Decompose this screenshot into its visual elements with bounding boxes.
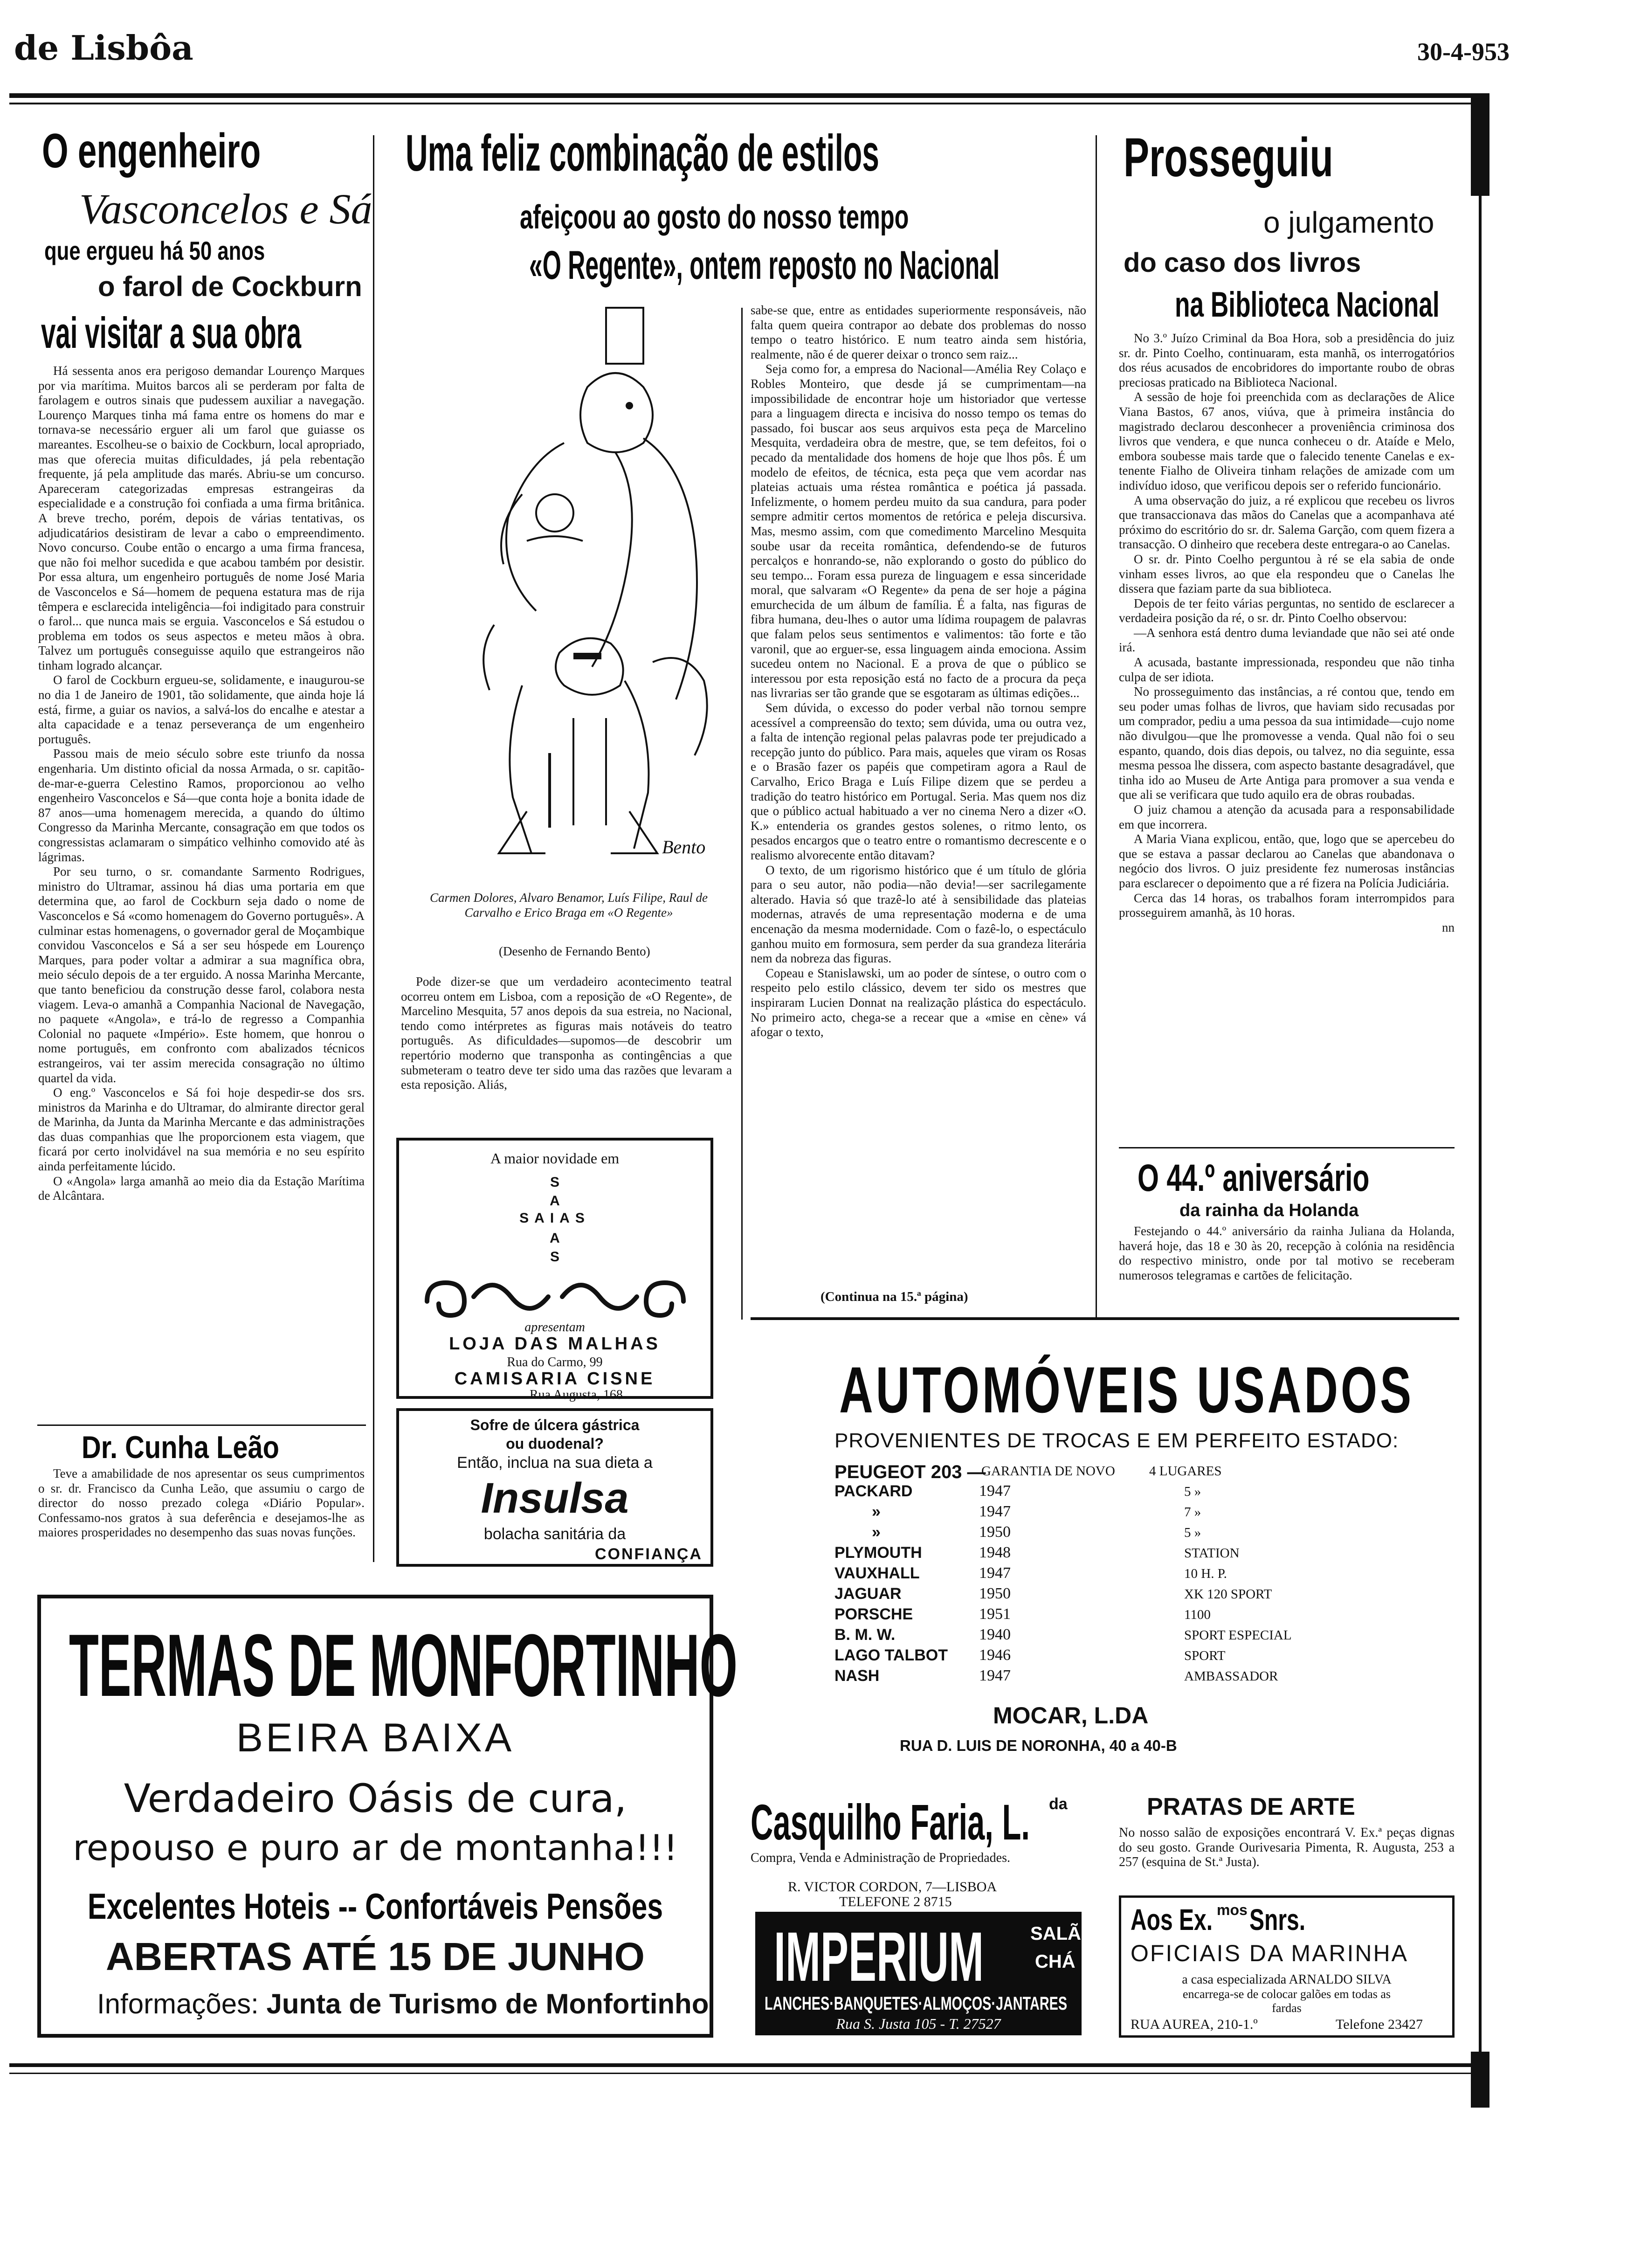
- autos-dealer: MOCAR, L.DA: [993, 1702, 1149, 1729]
- holanda-rule: [1119, 1147, 1455, 1148]
- illustration-signature: Bento: [662, 837, 706, 857]
- termas-line5: Informações: Junta de Turismo de Monfortinho: [97, 1988, 709, 2019]
- termas-line4: ABERTAS ATÉ 15 DE JUNHO: [106, 1935, 645, 1978]
- holanda-title2: da rainha da Holanda: [1179, 1201, 1359, 1220]
- art2-continued: (Continua na 15.ª página): [820, 1289, 968, 1304]
- ad-pratas: [1119, 1793, 1455, 1886]
- casquilho-name: Casquilho Faria, L.: [751, 1794, 1030, 1850]
- car-row: PLYMOUTH 1948 STATION: [834, 1544, 1240, 1562]
- ad-saias: [396, 1138, 713, 1402]
- casquilho-sup: da: [1049, 1795, 1068, 1813]
- autos-sub: PROVENIENTES DE TROCAS E EM PERFEITO ESTADO:: [834, 1429, 1399, 1452]
- ad-insulsa: [396, 1408, 713, 1567]
- insulsa-line2: ou duodenal?: [506, 1435, 604, 1452]
- imperium-side1: SALÃO: [1030, 1923, 1096, 1944]
- ad-termas: [37, 1595, 738, 2038]
- art1-body: Há sessenta anos era perigoso demandar Lourenço Marques por via marítima. Muitos barcos ali se perderam por falta de farolagem e outros sinais que pudessem auxiliar a navegação. Lourenço Marques tinha má fama entre os homens do mar e tornava-se necessário erguer ali um farol que guiasse os mareantes. Escolheu-se o baixio de Cockburn, local apropriado, mas que oferecia muitas dificuldades, já pela rebentação frequente, já pela amplitude das marés. Abriu-se um concurso. Apareceram categorizadas empresas estrangeiras da especialidade e a construção foi confiada a uma firma britânica. A breve trecho, porém, depois de várias tentativas, os adjudicatários desistiram de levar a cabo o empreendimento. Novo concurso. Coube então o encargo a uma firma francesa, que não foi melhor sucedida e que acabou também por desistir. Por essa altura, um engenheiro português de nome José Maria de Vasconcelos e Sá—homem de pequena estatura mas de rija têmpera e esclarecida inteligência—foi indigitado para construir o farol... que nunca mais se erguia. Vasconcelos e Sá estudou o problema em todos os seus aspectos e meteu mãos à obra. Talvez um português conseguisse aquilo que estrangeiros não tinham logrado alcançar. O farol de Cockburn ergueu-se, solidamente, e inaugurou-se no dia 1 de Janeiro de 1901, tão solidamente, que ainda hoje lá está, firme, a guiar os navios, a salvá-los do encalhe e atestar a alta capacidade e a tenaz perseverança de um engenheiro português. Passou mais de meio século sobre este triunfo da nossa engenharia. Um distinto oficial da nossa Armada, o sr. capitão-de-mar-e-guerra Celestino Ramos, proporcionou ao velho engenheiro Vasconcelos e Sá—que conta hoje a bonita idade de 87 anos—uma homenagem merecida, a quando do último Congresso da Marinha Mercante, consagração em que todos os congressistas aclamaram o simpático velhinho comovido até às lágrimas. Por seu turno, o sr. comandante Sarmento Rodrigues, ministro do Ultramar, assinou há dias uma portaria em que determina que, ao farol de Cockburn seja dado o nome de Vasconcelos e Sá «como homenagem do Governo português». A culminar estas homenagens, o governador geral de Moçambique convidou Vasconcelos e Sá a ser seu hóspede em Lourenço Marques, para poder voltar a admirar a sua magnífica obra, meio século depois de a ter erguido. A nossa Marinha Mercante, que tanto beneficiou da construção desse farol, colabora nesta viagem. Leva-o amanhã a Companhia Nacional de Navegação, no paquete «Angola», e trá-lo de regresso a Companhia Colonial no paquete «Império». Este homem, que honrou o nome português, em confronto com abalizados técnicos estrangeiros, vai ter assim merecida consagração no último quartel da vida. O eng.º Vasconcelos e Sá foi hoje despedir-se dos srs. ministros da Marinha e do Ultramar, do almirante director geral de Marinha, da Junta da Marinha Mercante e das administrações das duas companhias que lhe proporcionem esta viagem, que ficará por certo inolvidável na sua memória e no seu espírito ainda perfeitamente lúcido. O «Angola» larga amanhã ao meio dia da Estação Marítima de Alcântara.: [38, 364, 365, 1203]
- mid-rule: [751, 1317, 1459, 1320]
- art1-title1: O engenheiro: [42, 124, 261, 178]
- marinha-line2: OFICIAIS DA MARINHA: [1131, 1940, 1408, 1966]
- art3-title3: do caso dos livros: [1124, 248, 1361, 278]
- imperium-side2: CHÁ: [1035, 1951, 1076, 1972]
- car-row: NASH 1947 AMBASSADOR: [834, 1667, 1278, 1685]
- marinha-line1: Aos Ex.: [1131, 1903, 1213, 1936]
- art3-title1: Prosseguiu: [1124, 127, 1333, 188]
- insulsa-brand: Insulsa: [481, 1474, 629, 1522]
- autos-address: RUA D. LUIS DE NORONHA, 40 a 40-B: [900, 1737, 1177, 1754]
- marinha-sup: mos: [1217, 1902, 1248, 1918]
- marinha-addr: RUA AUREA, 210-1.º: [1131, 2017, 1258, 2032]
- art2-caption: Carmen Dolores, Alvaro Benamor, Luís Filipe, Raul de Carvalho e Erico Braga em «O Regente»: [430, 891, 708, 920]
- imperium-name: IMPERIUM: [774, 1917, 984, 1996]
- marinha-line3: a casa especializada ARNALDO SILVA: [1182, 1972, 1392, 1987]
- header-rule-thick: [9, 93, 1482, 98]
- saias-line1: A maior novidade em: [490, 1150, 620, 1167]
- casquilho-line3: TELEFONE 2 8715: [839, 1894, 952, 1909]
- termas-sub: BEIRA BAIXA: [236, 1715, 515, 1760]
- art3-body: No 3.º Juízo Criminal da Boa Hora, sob a presidência do juiz sr. dr. Pinto Coelho, continuaram, esta manhã, os interrogatórios dos réus acusados de encobridores do importante roubo de obras preciosas praticado na Biblioteca Nacional. A sessão de hoje foi preenchida com as declarações de Alice Viana Bastos, 67 anos, viúva, que à primeira instância do magistrado declarou desconhecer a proveniência criminosa dos livros que vendera, e que nunca conheceu o dr. Ataíde e Melo, embora soubesse mais tarde que o falecido tenente Canelas e ex-tenente Fialho de Oliveira tinham relações de amizade com um indivíduo idoso, que verificou depois ser o referido funcionário. A uma observação do juiz, a ré explicou que recebeu os livros que transaccionava das mãos do Canelas que a acompanhava até próximo do escritório do sr. dr. Salema Garção, com quem fizera a transacção. O dinheiro que recebera deste entregara-o ao Canelas. O sr. dr. Pinto Coelho perguntou à ré se ela sabia de onde vinham esses livros, ao que ela respondeu que o Canelas lhe dissera que faziam parte da sua biblioteca. Depois de ter feito várias perguntas, no sentido de esclarecer a verdadeira posição da ré, o sr. dr. Pinto Coelho observou: —A senhora está dentro duma leviandade que não sei até onde irá. A acusada, bastante impressionada, respondeu que não tinha culpa de ser idiota. No prosseguimento das instâncias, a ré contou que, tendo em seu poder umas folhas de livros, que haviam sido recusadas por um comprador, pediu a uma pessoa da sua intimidade—cujo nome não divulgou—que lhe promovesse a venda. Qual não foi o seu espanto, quando, dois dias depois, ou talvez, no dia seguinte, essa mesma pessoa lhe dissera, com aspecto bastante desagradável, que tinha ido ao Museu de Arte Antiga para promover a sua venda e que ali se verificara que tudo aquilo era de obras roubadas. O juiz chamou a atenção da acusada para a responsabilidade em que incorrera. A Maria Viana explicou, então, que, logo que se apercebeu do que se estava a passar declarou ao Canelas que abandonava o negócio dos livros. O juiz presidente fez numerosas instâncias para esclarecer o depoimento que a ré fizera na Polícia Judiciária. Cerca das 14 horas, os trabalhos foram interrompidos para prosseguirem amanhã, às 10 horas. nn: [1119, 331, 1455, 934]
- pratas-text: No nosso salão de exposições encontrará V. Ex.ª peças dignas do seu gosto. Grande Ourivesaria Pimenta, R. Augusta, 253 a 257 (esquina de St.ª Justa).: [1119, 1825, 1455, 1870]
- saias-store2: CAMISARIA CISNE: [454, 1369, 655, 1389]
- car-row: PACKARD 1947 5 »: [834, 1482, 1201, 1500]
- right-margin-bar: [1471, 93, 1489, 196]
- right-margin-line: [1479, 196, 1482, 2080]
- saias-word: SAIAS: [519, 1210, 590, 1226]
- marinha-line4: encarrega-se de colocar galões em todas as fardas: [1182, 1987, 1391, 2015]
- ad-casquilho: [751, 1793, 1100, 1895]
- art3-title2: o julgamento: [1263, 206, 1434, 239]
- footer-rule-thick: [9, 2063, 1482, 2067]
- art1-title3: que ergueu há 50 anos: [44, 236, 265, 265]
- marinha-tel: Telefone 23427: [1336, 2017, 1423, 2032]
- cunha-title: Dr. Cunha Leão: [82, 1430, 279, 1465]
- saias-addr1: Rua do Carmo, 99: [507, 1355, 603, 1369]
- insulsa-line1: Sofre de úlcera gástrica: [470, 1417, 640, 1433]
- ad-marinha: [1119, 1895, 1455, 2038]
- car-row: B. M. W. 1940 SPORT ESPECIAL: [834, 1626, 1292, 1644]
- insulsa-line3: Então, inclua na sua dieta a: [457, 1454, 653, 1472]
- art1-title2: Vasconcelos e Sá: [79, 185, 372, 233]
- art1-title5: vai visitar a sua obra: [41, 308, 302, 357]
- saias-ornament: [418, 1269, 693, 1320]
- car-row: PEUGEOT 203 — GARANTIA DE NOVO 4 LUGARES: [834, 1462, 1222, 1482]
- art2-body-right: sabe-se que, entre as entidades superiormente responsáveis, não falta quem queira contrapor ao debate dos problemas do nosso tempo o teatro histórico. E num teatro ainda sem história, realmente, não é de querer deixar o tronco sem raiz... Seja como for, a empresa do Nacional—Amélia Rey Colaço e Robles Monteiro, que desde já se cumprimentam—na impossibilidade de encontrar hoje um historiador que vertesse para a linguagem directa e incisiva do nosso tempo os temas do passado, foi buscar aos seus arquivos esta peça de Marcelino Mesquita, verdadeira obra de mestre, que, se tem defeitos, foi o pecado da mentalidade dos homens de hoje que lhos pôs. É um modelo de efeitos, de técnica, esta peça que vem acordar nas plateias actuais uma réstea romântica e poética já passada. Infelizmente, o homem perdeu muito da sua candura, para poder sempre admitir certos momentos de retórica e peleja discursiva. Mas, mesmo assim, com que comedimento Marcelino Mesquita soube usar da receita romântica, defendendo-se de futuros percalços e honrando-se, não explorando o gosto do público do seu tempo... Foram essa pureza de linguagem e essa sinceridade moral, que salvaram «O Regente» da pena de ser hoje a página emurchecida de um álbum de família. É a falta, nas figuras de fibra humana, deu-lhes o autor uma lídima roupagem de palavras que falam pelos seus sentimentos e valimentos: tão forte e tão varonil, que ao erguer-se, essa linguagem ainda emociona. Assim sucedeu ontem no Nacional. E a prova de que o público se interessou por esta reposição está no facto de a procura da peça nas livrarias ser tão grande que se esgotaram as últimas edições... Sem dúvida, o excesso do poder verbal não tornou sempre acessível a compreensão do texto; sem dúvida, uma ou outra vez, a falta de intenção regional pelas palavras pode ter prejudicado a recepção junto do público. Para mais, aqueles que viram os Rosas e o Brasão fazer os papéis que competiram agora a Raul de Carvalho, Erico Braga e Luís Filipe dizem que se perdeu a tradição do teatro histórico em Portugal. Seria. Mas quem nos diz que o público actual habituado a ver no cinema Nero a dizer «O. K.» entenderia os grandes gestos solenes, o ritmo lento, os pesados encargos que o teatro entre o romantismo decrescente e o realismo alvorecente então ditavam? O texto, de um rigorismo histórico que é um título de glória para o seu autor, não podia—não devia!—ser sacrilegamente alterado. Havia só que trazê-lo até à sensibilidade das plateias modernas, através de uma representação moderna e de uma encenação da mesma modernidade. Com o fazê-lo, o espectáculo ganhou muito em formosura, sem perder da sua grandeza literária nem da nobreza das figuras. Copeau e Stanislawski, um ao poder de síntese, o outro com o respeito pelo estilo clássico, devem ter sido os mestres que inspiraram Lucien Donnat na realização plástica do espectáculo. No primeiro acto, chega-se a recear que a «mise en cène» vá afogar o texto,: [751, 303, 1086, 1039]
- footer-rule-thin: [9, 2073, 1482, 2074]
- col-rule-2: [741, 308, 743, 1320]
- termas-line2: repouso e puro ar de montanha!!!: [73, 1827, 678, 1868]
- art2-title1: Uma feliz combinação de estilos: [406, 124, 879, 182]
- art1-title4: o farol de Cockburn: [98, 271, 362, 302]
- cunha-rule: [37, 1424, 366, 1426]
- art3-title4: na Biblioteca Nacional: [1175, 285, 1440, 325]
- art2-title2: afeiçoou ao gosto do nosso tempo: [520, 199, 909, 236]
- autos-title: AUTOMÓVEIS USADOS: [839, 1353, 1414, 1426]
- car-row: VAUXHALL 1947 10 H. P.: [834, 1564, 1227, 1582]
- paper-name: de Lisbôa: [14, 28, 193, 68]
- saias-vert1: S A: [550, 1175, 560, 1209]
- termas-line3: Excelentes Hoteis -- Confortáveis Pensões: [88, 1886, 663, 1927]
- saias-vert2: A S: [550, 1231, 560, 1265]
- issue-date: 30-4-953: [1417, 38, 1510, 66]
- art2-title3: «O Regente», ontem reposto no Nacional: [529, 243, 1000, 288]
- casquilho-line1: Compra, Venda e Administração de Propriedades.: [751, 1851, 1011, 1865]
- art2-credit: (Desenho de Fernando Bento): [499, 944, 650, 958]
- car-row: » 1947 7 »: [872, 1503, 1201, 1521]
- saias-store1: LOJA DAS MALHAS: [449, 1334, 661, 1354]
- col-rule-3: [1096, 135, 1097, 1320]
- col-rule-1: [373, 135, 374, 1562]
- casquilho-line2: R. VICTOR CORDON, 7—LISBOA: [788, 1879, 997, 1895]
- marinha-line1b: Snrs.: [1249, 1903, 1306, 1936]
- saias-addr2: Rua Augusta, 168: [530, 1388, 623, 1402]
- pratas-title: PRATAS DE ARTE: [1147, 1793, 1355, 1820]
- imperium-line1: LANCHES·BANQUETES·ALMOÇOS·JANTARES: [765, 1993, 1068, 2014]
- imperium-line2: Rua S. Justa 105 - T. 27527: [836, 2015, 1001, 2032]
- regente-drawing: [410, 298, 737, 867]
- termas-line1: Verdadeiro Oásis de cura,: [124, 1776, 627, 1821]
- saias-apresentam: apresentam: [524, 1320, 585, 1335]
- holanda-title1: O 44.º aniversário: [1138, 1157, 1370, 1199]
- header-rule-thin: [9, 103, 1482, 104]
- car-row: LAGO TALBOT 1946 SPORT: [834, 1646, 1226, 1664]
- regente-illustration: [410, 298, 737, 867]
- insulsa-line5: CONFIANÇA: [595, 1545, 703, 1563]
- cunha-text: Teve a amabilidade de nos apresentar os seus cumprimentos o sr. dr. Francisco da Cunha Leão, que assumiu o cargo de director do nosso prezado colega «Diário Popular». Confessamo-nos gratos à sua deferência e desejamos-lhe as maiores prosperidades no desempenho das suas novas funções.: [38, 1466, 365, 1540]
- art2-body-left: Pode dizer-se que um verdadeiro acontecimento teatral ocorreu ontem em Lisboa, com a reposição de «O Regente», de Marcelino Mesquita, 57 anos depois da sua estreia, no Nacional, tendo como intérpretes as figuras mais notáveis do teatro português. As dificuldades—supomos—de descobrir um repertório moderno que transponha as contingências a que submeteram o teatro deve ter sido uma das razões que levaram a esta reposição. Aliás,: [401, 975, 732, 1092]
- right-margin-bar-bottom: [1471, 2052, 1489, 2108]
- holanda-text: Festejando o 44.º aniversário da rainha Juliana da Holanda, haverá hoje, das 18 e 30 às 20, recepção à colónia na residência do respectivo ministro, onde por tal motivo se receberam numerosos telegramas e cartões de felicitação.: [1119, 1224, 1455, 1282]
- termas-title: TERMAS DE MONFORTINHO: [69, 1616, 738, 1715]
- car-row: PORSCHE 1951 1100: [834, 1605, 1211, 1623]
- insulsa-line4: bolacha sanitária da: [483, 1525, 626, 1543]
- ad-imperium: [755, 1912, 1096, 2035]
- car-row: » 1950 5 »: [872, 1523, 1201, 1541]
- car-row: JAGUAR 1950 XK 120 SPORT: [834, 1585, 1272, 1603]
